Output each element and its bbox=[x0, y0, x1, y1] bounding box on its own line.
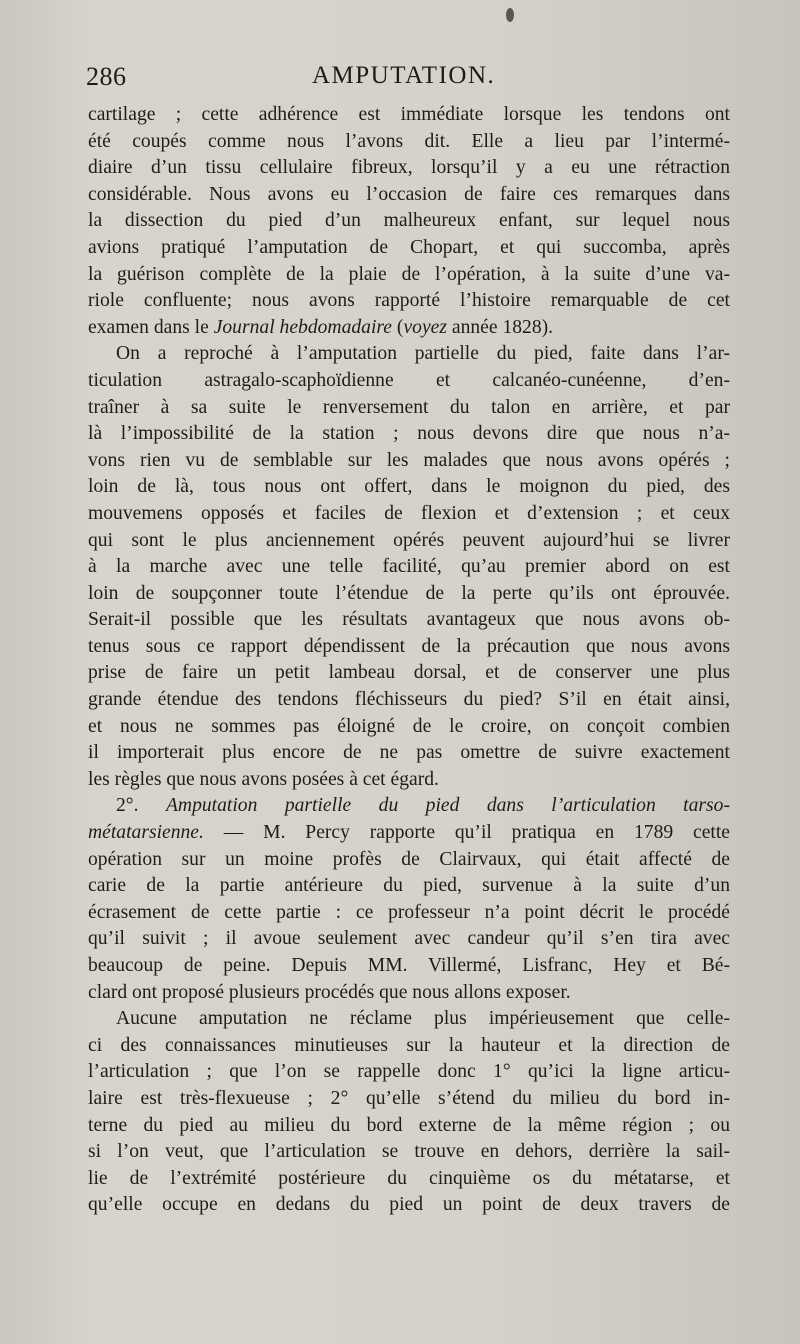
text-line: terne du pied au milieu du bord externe de la même région ; ou bbox=[88, 1114, 730, 1136]
text-line bbox=[88, 820, 730, 847]
text-line: été coupés comme nous l’avons dit. Elle a lieu par l’intermé- bbox=[88, 130, 730, 152]
text-line: carie de la partie antérieure du pied, survenue à la suite d’un bbox=[88, 875, 730, 897]
text-line: lie de l’extrémité postérieure du cinquième os du métatarse, et bbox=[88, 1167, 730, 1189]
text-line: clard ont proposé plusieurs procédés que nous allons exposer. bbox=[88, 981, 571, 1003]
text-run: examen dans le bbox=[88, 316, 214, 338]
text-line: loin de soupçonner toute l’étendue de la perte qu’ils ont éprouvée. bbox=[88, 582, 730, 604]
text-line: vons rien vu de semblable sur les malades que nous avons opérés ; bbox=[88, 449, 730, 471]
text-line bbox=[88, 315, 730, 342]
text-line: Aucune amputation ne réclame plus impérieusement que celle- bbox=[116, 1008, 730, 1030]
text-line: là l’impossibilité de la station ; nous devons dire que nous n’a- bbox=[88, 423, 730, 445]
text-line: les règles que nous avons posées à cet égard. bbox=[88, 768, 439, 790]
section-title: Amputation partielle du pied dans l’articulation tarso- bbox=[165, 795, 730, 817]
text-line: qu’elle occupe en dedans du pied un point de deux travers de bbox=[88, 1194, 730, 1216]
text-run: année 1828). bbox=[446, 316, 554, 338]
body-text bbox=[88, 102, 730, 1219]
text-run: ( bbox=[392, 316, 404, 338]
text-line: loin de là, tous nous ont offert, dans le moignon du pied, des bbox=[88, 476, 730, 498]
text-line: l’articulation ; que l’on se rappelle donc 1° qu’ici la ligne articu- bbox=[88, 1061, 730, 1083]
voyez-word: voyez bbox=[403, 316, 447, 338]
text-line: et nous ne sommes pas éloigné de le croire, on conçoit combien bbox=[88, 715, 730, 737]
page-number: 286 bbox=[86, 62, 127, 91]
section-title-end: métatarsienne. bbox=[88, 822, 204, 844]
text-line: traîner à sa suite le renversement du talon en arrière, et par bbox=[88, 396, 730, 418]
text-line: si l’on veut, que l’articulation se trouve en dehors, derrière la sail- bbox=[88, 1141, 730, 1163]
text-line: écrasement de cette partie : ce professeur n’a point décrit le procédé bbox=[88, 901, 730, 923]
text-line: opération sur un moine profès de Clairvaux, qui était affecté de bbox=[88, 848, 730, 870]
text-line: tenus sous ce rapport dépendissent de la précaution que nous avons bbox=[88, 635, 730, 657]
text-line: considérable. Nous avons eu l’occasion de faire ces remarques dans bbox=[88, 183, 730, 205]
text-line: riole confluente; nous avons rapporté l’histoire remarquable de cet bbox=[88, 290, 730, 312]
text-line: beaucoup de peine. Depuis MM. Villermé, Lisfranc, Hey et Bé- bbox=[88, 955, 730, 976]
text-line: ci des connaissances minutieuses sur la hauteur et la direction de bbox=[88, 1034, 730, 1056]
text-line: la guérison complète de la plaie de l’opération, à la suite d’une va- bbox=[88, 263, 730, 285]
page-header bbox=[86, 62, 738, 98]
journal-title: Journal hebdomadaire bbox=[213, 316, 393, 338]
text-line: cartilage ; cette adhérence est immédiate lorsque les tendons ont bbox=[88, 104, 730, 125]
text-line: prise de faire un petit lambeau dorsal, et de conserver une plus bbox=[88, 662, 730, 684]
text-line: la dissection du pied d’un malheureux enfant, sur lequel nous bbox=[88, 210, 730, 232]
section-heading-line bbox=[88, 793, 730, 820]
ink-speck bbox=[506, 8, 514, 22]
text-line: mouvemens opposés et faciles de flexion et d’extension ; et ceux bbox=[88, 502, 730, 524]
text-line: il importerait plus encore de ne pas omettre de suivre exactement bbox=[88, 742, 730, 764]
text-line: diaire d’un tissu cellulaire fibreux, lorsqu’il y a eu une rétraction bbox=[88, 157, 730, 179]
text-line: à la marche avec une telle facilité, qu’au premier abord on est bbox=[88, 556, 730, 578]
running-head: AMPUTATION. bbox=[312, 62, 496, 89]
text-line: laire est très-flexueuse ; 2° qu’elle s’étend du milieu du bord in- bbox=[88, 1087, 730, 1109]
text-line: On a reproché à l’amputation partielle du pied, faite dans l’ar- bbox=[116, 343, 730, 365]
text-line: avions pratiqué l’amputation de Chopart, et qui succomba, après bbox=[88, 236, 730, 258]
text-line: ticulation astragalo-scaphoïdienne et calcanéo-cunéenne, d’en- bbox=[88, 369, 730, 391]
text-line: grande étendue des tendons fléchisseurs du pied? S’il en était ainsi, bbox=[88, 689, 730, 711]
text-run: — M. Percy rapporte qu’il pratiqua en 1789 cette bbox=[203, 822, 730, 844]
section-number: 2°. bbox=[116, 795, 166, 817]
text-line: qui sont le plus anciennement opérés peuvent aujourd’hui se livrer bbox=[88, 529, 730, 551]
text-line: Serait-il possible que les résultats avantageux que nous avons ob- bbox=[88, 609, 730, 631]
text-line: qu’il suivit ; il avoue seulement avec candeur qu’il s’en tira avec bbox=[88, 928, 730, 950]
